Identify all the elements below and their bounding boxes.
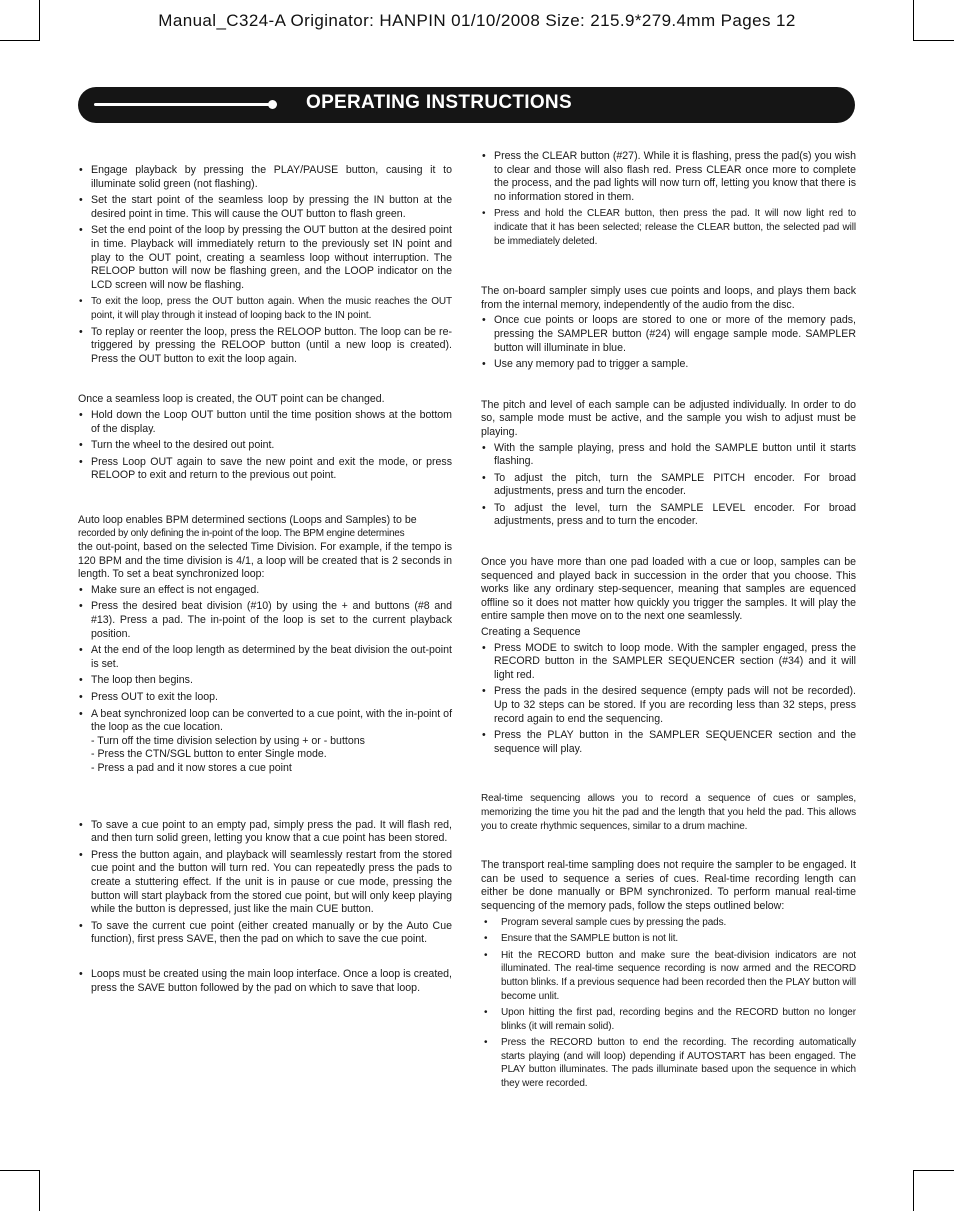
list-item: • Once cue points or loops are stored to one or more of the memory pads, pressing the SAMPLER button (#24) will engage sample mode. SAMPLER button will illuminate in blue.	[481, 314, 856, 355]
sample-adjust-list	[481, 442, 856, 530]
crop-mark	[0, 40, 40, 41]
paragraph: Once you have more than one pad loaded with a cue or loop, samples can be sequenced and played back in succession in the order that you choose. This works like any ordinary step-sequencer, meaning that samples are equenced offline so it does not matter how quickly you trigger the samples. It will play the entire sample then move on to the next one seamlessly.	[481, 556, 856, 623]
crop-mark	[913, 1170, 954, 1171]
out-point-list	[78, 409, 452, 483]
list-item: • Program several sample cues by pressing the pads.	[481, 916, 856, 930]
list-item: • Hit the RECORD button and make sure the beat-division indicators are not illuminated. The real-time sequence recording is now armed and the RECORD button blinks. If a previous sequence had been recorded then the PLAY button will become unlit.	[481, 949, 856, 1003]
list-item: • Press the desired beat division (#10) by using the + and buttons (#8 and #13). Press a pad. The in-point of the loop is set to the current playback position.	[78, 600, 452, 641]
list-item: • Engage playback by pressing the PLAY/PAUSE button, causing it to illuminate solid green (not flashing).	[78, 164, 452, 191]
right-column	[481, 150, 856, 1094]
realtime-list	[481, 916, 856, 1091]
list-item: • To exit the loop, press the OUT button again. When the music reaches the OUT point, it will play through it instead of looping back to the IN point.	[78, 295, 452, 322]
paragraph: Once a seamless loop is created, the OUT point can be changed.	[78, 393, 385, 406]
paragraph: Real-time sequencing allows you to record a sequence of cues or samples, memorizing the time you hit the pad and the length that you held the pad. This allows you to create rhythmic sequences, similar to a drum machine.	[481, 793, 856, 832]
sub-step: - Press the CTN/SGL button to enter Single mode.	[91, 748, 327, 761]
list-item: • Turn the wheel to the desired out point.	[78, 439, 452, 453]
list-item: • Ensure that the SAMPLE button is not lit.	[481, 932, 856, 946]
list-item: • Press the button again, and playback will seamlessly restart from the stored cue point and the button will turn red. You can repeatedly press the pads to create a stuttering effect. If the unit is in pause or cue mode, pressing the button will start playback from the stored cue point, but will only keep playing while the button is depressed, just like the main CUE button.	[78, 849, 452, 917]
list-item: • Make sure an effect is not engaged.	[78, 584, 452, 598]
cue-point-list	[78, 819, 452, 947]
section-banner	[78, 87, 855, 123]
paragraph: The transport real-time sampling does not require the sampler to be engaged. It can be used to sequence a series of cues. Real-time recording length can either be done manually or BPM synchronized. To perform manual real-time sequencing of the memory pads, follow the steps outlined below:	[481, 859, 856, 912]
page-title: OPERATING INSTRUCTIONS	[306, 92, 572, 113]
list-item: • At the end of the loop length as determined by the beat division the out-point is set.	[78, 644, 452, 671]
paragraph: the out-point, based on the selected Time Division. For example, if the tempo is 120 BPM and the time division is 4/1, a loop will be created that is 2 seconds in length. To set a beat synchronized loop:	[78, 541, 452, 581]
list-item: • With the sample playing, press and hold the SAMPLE button until it starts flashing.	[481, 442, 856, 469]
banner-dot	[268, 100, 277, 109]
list-item: • To adjust the level, turn the SAMPLE LEVEL encoder. For broad adjustments, press and to turn the encoder.	[481, 502, 856, 529]
list-item: • The loop then begins.	[78, 674, 452, 688]
list-item-text: A beat synchronized loop can be converted to a cue point, with the in-point of the loop as the cue location.	[91, 707, 453, 734]
crop-mark	[39, 1170, 40, 1211]
subheading: Creating a Sequence	[481, 626, 581, 639]
list-item: • To save a cue point to an empty pad, simply press the pad. It will flash red, and then turn solid green, letting you know that a cue point has been stored.	[78, 819, 452, 846]
sub-step: - Turn off the time division selection by using + or - buttons	[91, 734, 365, 747]
list-item: • Press MODE to switch to loop mode. With the sampler engaged, press the RECORD button in the SAMPLER SEQUENCER section (#34) and it will light red.	[481, 642, 856, 683]
list-item: • Use any memory pad to trigger a sample.	[481, 358, 856, 372]
paragraph: The on-board sampler simply uses cue points and loops, and plays them back from the internal memory, independently of the audio from the disc.	[481, 285, 856, 311]
paragraph: The pitch and level of each sample can be adjusted individually. In order to do so, sample mode must be active, and the sample you wish to adjust must be playing.	[481, 398, 856, 438]
save-loop-list	[78, 968, 452, 995]
list-item: • To save the current cue point (either created manually or by the Auto Cue function), first press SAVE, then the pad on which to save the cue point.	[78, 920, 452, 947]
banner-rule	[94, 103, 270, 106]
list-item: • Press OUT to exit the loop.	[78, 691, 452, 705]
list-item: • To adjust the pitch, turn the SAMPLE PITCH encoder. For broad adjustments, press and turn the encoder.	[481, 472, 856, 499]
list-item: • Press the RECORD button to end the recording. The recording automatically starts playing (and will loop) depending if AUTOSTART has been engaged. The PLAY button illuminates. The pads illuminate based upon the sequence in which they were recorded.	[481, 1036, 856, 1090]
clear-pads-list	[481, 150, 856, 248]
auto-loop-list	[78, 584, 452, 776]
list-item: • Press the PLAY button in the SAMPLER SEQUENCER section and the sequence will play.	[481, 729, 856, 756]
list-item: • Set the end point of the loop by pressing the OUT button at the desired point in time. Playback will immediately return to the previously set IN point and play to the OUT point, creating a seamless loop without interruption. The RELOOP button will now be flashing green, and the LOOP indicator on the LCD screen will now be flashing.	[78, 224, 452, 292]
paragraph: Auto loop enables BPM determined sections (Loops and Samples) to be	[78, 513, 417, 526]
sequence-list	[481, 642, 856, 757]
list-item: • Press the pads in the desired sequence (empty pads will not be recorded). Up to 32 steps can be stored. If you are recording less than 32 steps, press record again to end the sequencing.	[481, 685, 856, 726]
paragraph: recorded by only defining the in-point of the loop. The BPM engine determines	[78, 528, 405, 540]
list-item: • Set the start point of the seamless loop by pressing the IN button at the desired point in time. This will cause the OUT button to flash green.	[78, 194, 452, 221]
list-item: • Press the CLEAR button (#27). While it is flashing, press the pad(s) you wish to clear and those will also flash red. Press CLEAR once more to complete the process, and the pad lights will now turn off, letting you know that there is no information stored in them.	[481, 150, 856, 204]
list-item: • Loops must be created using the main loop interface. Once a loop is created, press the SAVE button followed by the pad on which to save that loop.	[78, 968, 452, 995]
list-item: • Hold down the Loop OUT button until the time position shows at the bottom of the display.	[78, 409, 452, 436]
left-column	[78, 150, 452, 998]
list-item: • To replay or reenter the loop, press the RELOOP button. The loop can be re-triggered by pressing the RELOOP button (until a new loop is created). Press the OUT button to exit the loop again.	[78, 326, 452, 367]
sub-step: - Press a pad and it now stores a cue point	[91, 761, 292, 774]
print-header: Manual_C324-A Originator: HANPIN 01/10/2008 Size: 215.9*279.4mm Pages 12	[158, 11, 796, 30]
list-item	[78, 708, 452, 776]
list-item: • Upon hitting the first pad, recording begins and the RECORD button no longer blinks (it will remain solid).	[481, 1006, 856, 1033]
crop-mark	[0, 1170, 40, 1171]
crop-mark	[913, 1170, 914, 1211]
sampler-list	[481, 314, 856, 371]
seamless-loop-list	[78, 164, 452, 366]
crop-mark	[913, 40, 954, 41]
list-item: • Press Loop OUT again to save the new point and exit the mode, or press RELOOP to exit and return to the previous out point.	[78, 456, 452, 483]
list-item: • Press and hold the CLEAR button, then press the pad. It will now light red to indicate that it has been selected; release the CLEAR button, the selected pad will be immediately deleted.	[481, 207, 856, 248]
